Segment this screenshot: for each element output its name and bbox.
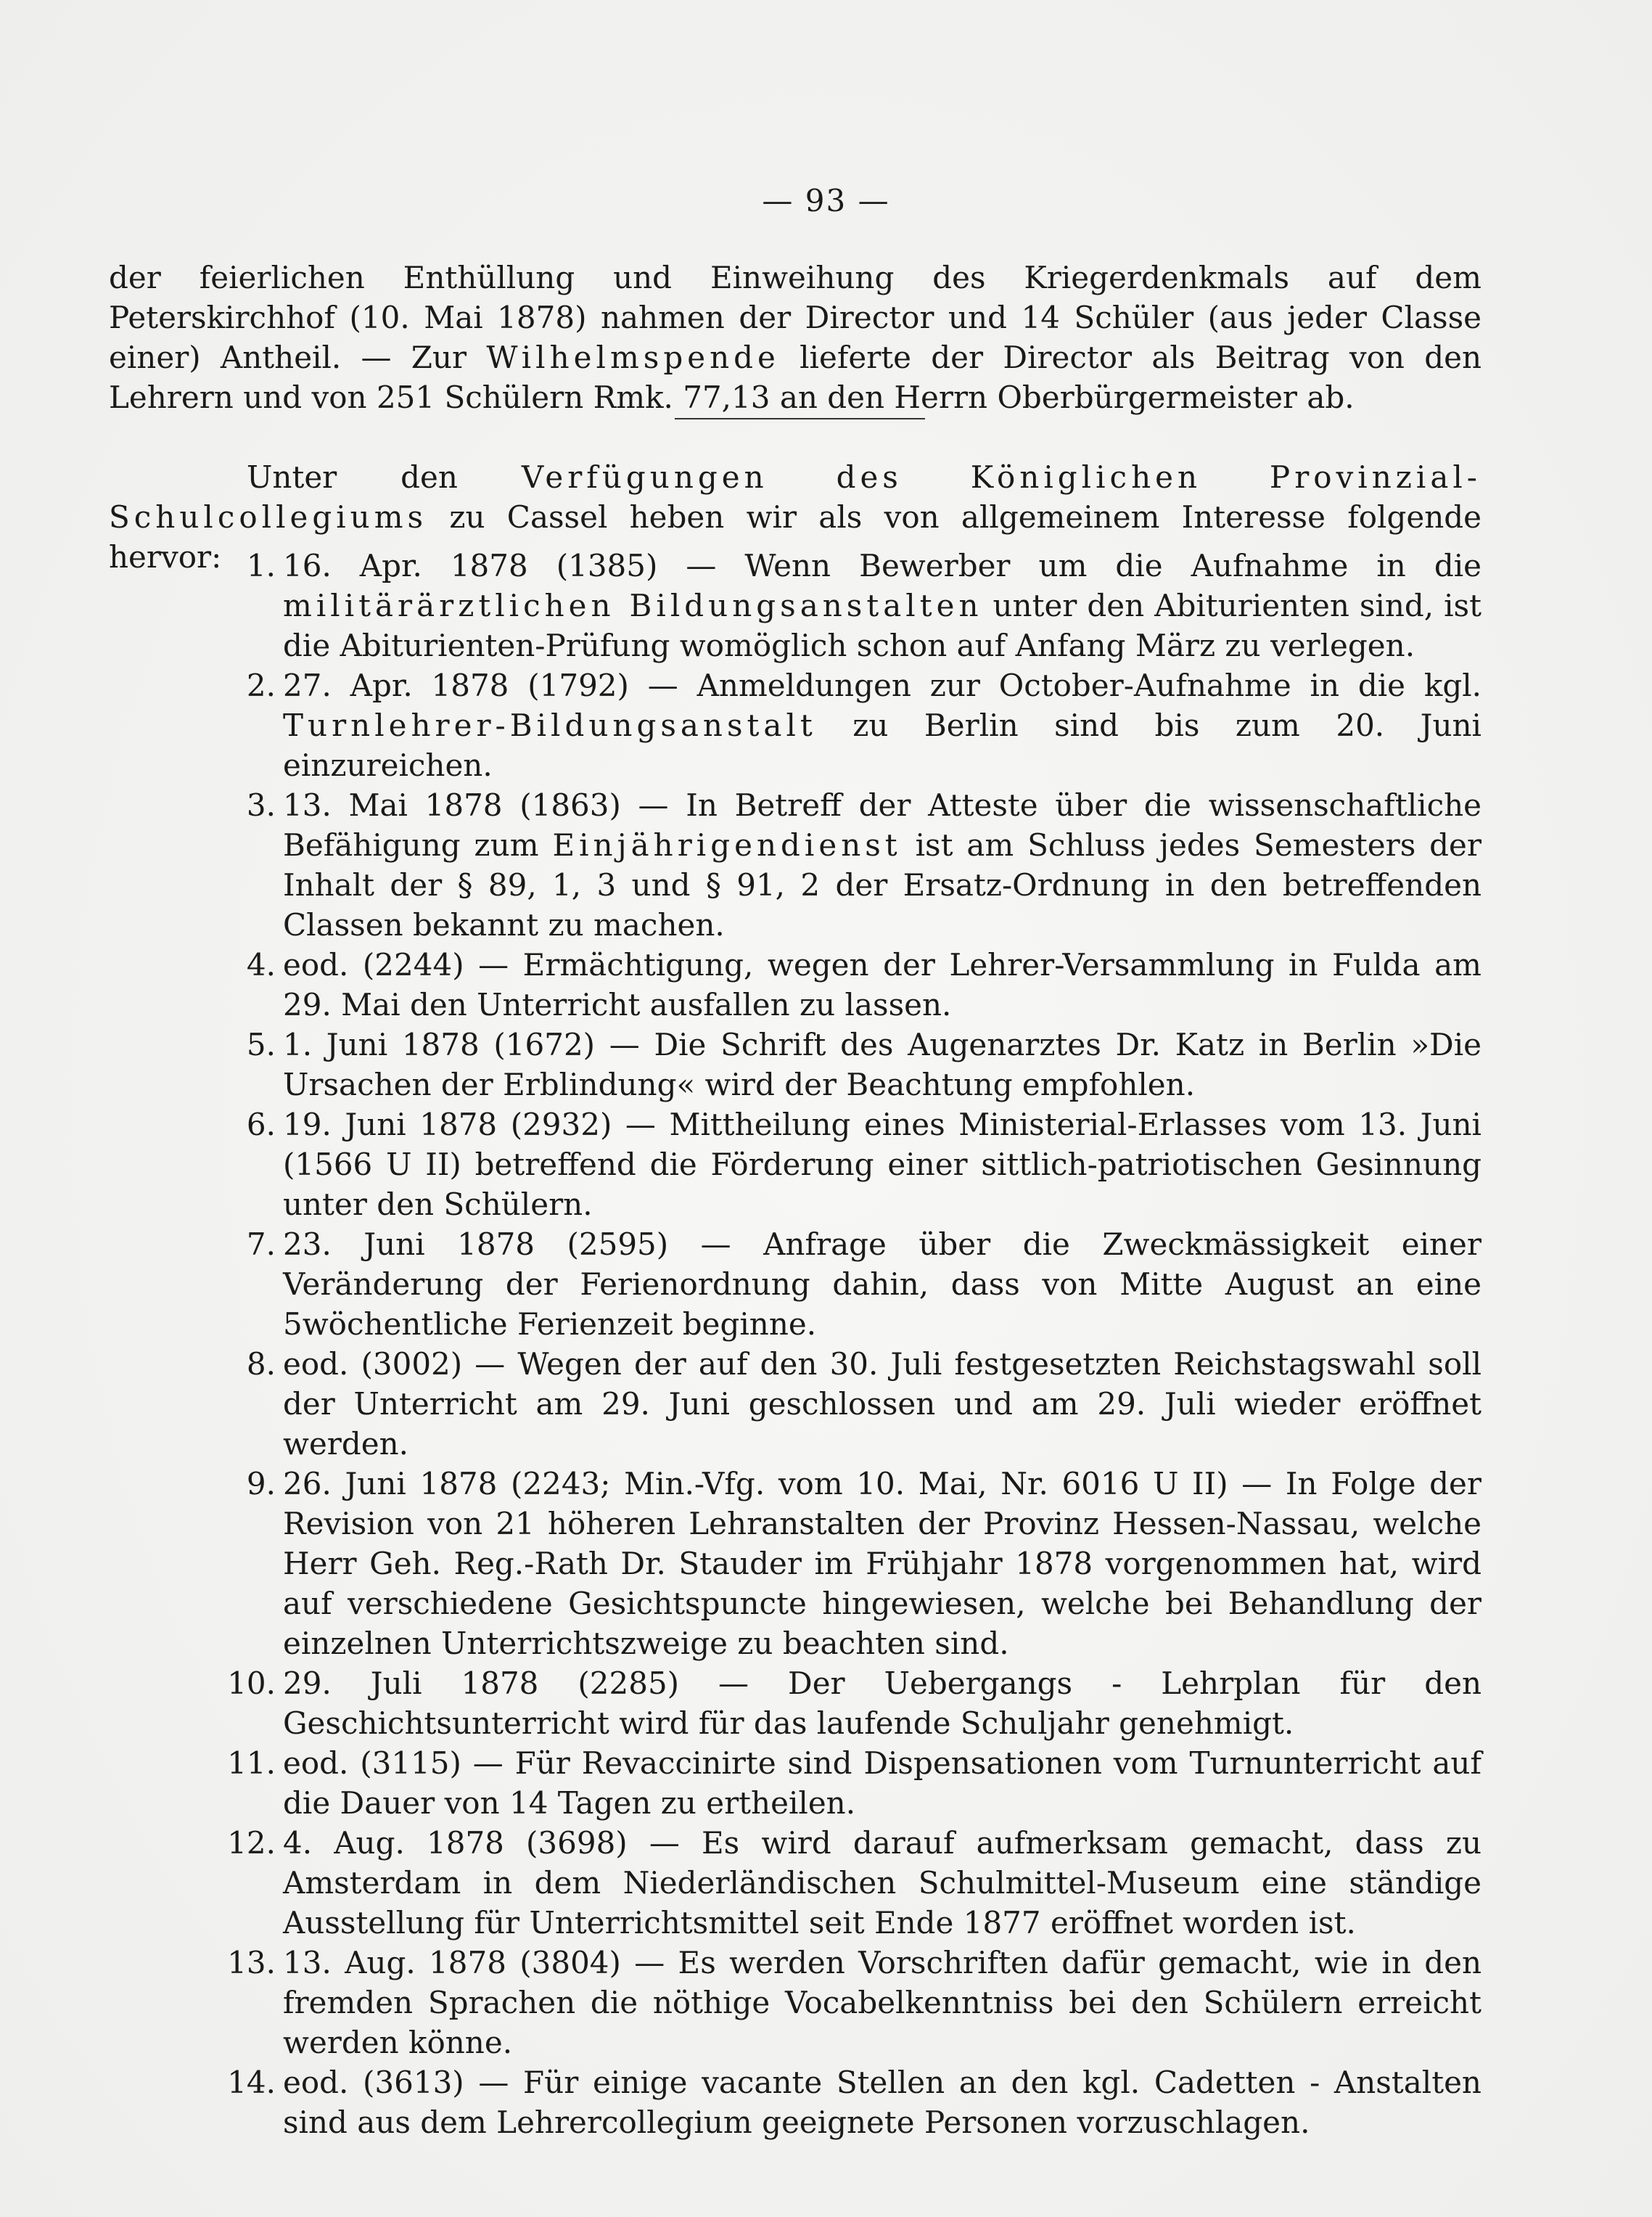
item-number: 14. <box>227 2065 276 2100</box>
item-number: 11. <box>227 1745 276 1781</box>
item-text: 27. Apr. 1878 (1792) — Anmeldungen zur October-Aufnahme in die kgl. <box>283 668 1482 703</box>
list-item <box>109 1025 1482 1105</box>
intro-paragraph <box>109 258 1482 417</box>
item-text-continued: unter den Abiturienten sind, ist die Abiturienten-Prüfung womöglich schon auf Anfang März zu verlegen. <box>283 588 1482 663</box>
item-text: 26. Juni 1878 (2243; Min.-Vfg. vom 10. Mai, Nr. 6016 U II) — In Folge der Revision von 21 höheren Lehranstalten der Provinz Hessen-Nassau, welche Herr Geh. Reg.-Rath Dr. Stauder im Frühjahr 1878 vorgenommen hat, wird auf verschiedene Gesichtspuncte hingewiesen, welche bei Behandlung der einzelnen Unterrichtszweige zu beachten sind. <box>283 1466 1482 1661</box>
item-text: eod. (3115) — Für Revaccinirte sind Dispensationen vom Turnunterricht auf die Dauer von 14 Tagen zu ertheilen. <box>283 1745 1482 1821</box>
decree-list <box>109 546 1482 2142</box>
list-item <box>109 546 1482 665</box>
list-item <box>109 1344 1482 1464</box>
item-text: 1. Juni 1878 (1672) — Die Schrift des Augenarztes Dr. Katz in Berlin »Die Ursachen der Erblindung« wird der Beachtung empfohlen. <box>283 1027 1482 1102</box>
list-item <box>109 1743 1482 1823</box>
page-number: — 93 — <box>762 183 890 218</box>
item-text: 19. Juni 1878 (2932) — Mittheilung eines Ministerial-Erlasses vom 13. Juni (1566 U II) betreffend die Förderung einer sittlich-patriotischen Gesinnung unter den Schülern. <box>283 1107 1482 1222</box>
item-text: 13. Aug. 1878 (3804) — Es werden Vorschriften dafür gemacht, wie in den fremden Sprachen die nöthige Vocabelkenntniss bei den Schülern erreicht werden könne. <box>283 1945 1482 2060</box>
list-item <box>109 1823 1482 1943</box>
decree-intro-text-2: zu Cassel heben wir als von allgemeinem Interesse folgende hervor: <box>109 499 1482 575</box>
list-item <box>109 1224 1482 1344</box>
intro-text-1: der feierlichen Enthüllung und Einweihung des Kriegerdenkmals auf dem Peterskirchhof (10. Mai 1878) nahmen der Director und 14 Schüler (aus jeder Classe einer) Antheil. — Zur <box>109 260 1482 375</box>
item-number: 4. <box>246 947 276 983</box>
list-item <box>109 1464 1482 1663</box>
decree-intro-spaced-term: Verfügungen des Königlichen Provinzial-Schulcollegiums <box>109 459 1482 535</box>
item-number: 6. <box>246 1107 276 1142</box>
item-text: 23. Juni 1878 (2595) — Anfrage über die Zweckmässigkeit einer Veränderung der Ferienordnung dahin, dass von Mitte August an eine 5wöchentliche Ferienzeit beginne. <box>283 1226 1482 1342</box>
item-text: 29. Juli 1878 (2285) — Der Uebergangs - Lehrplan für den Geschichtsunterricht wird für das laufende Schuljahr genehmigt. <box>283 1665 1482 1741</box>
list-item <box>109 1105 1482 1224</box>
item-number: 3. <box>246 787 276 823</box>
item-number: 8. <box>246 1346 276 1382</box>
item-number: 13. <box>227 1945 276 1980</box>
list-item <box>109 785 1482 945</box>
item-number: 5. <box>246 1027 276 1062</box>
item-number: 12. <box>227 1825 276 1861</box>
item-text: eod. (3613) — Für einige vacante Stellen an den kgl. Cadetten - Anstalten sind aus dem Lehrercollegium geeignete Personen vorzuschlagen. <box>283 2065 1482 2140</box>
decree-intro-text-1: Unter den <box>247 459 522 495</box>
intro-text-2: lieferte der Director als Beitrag von den Lehrern und von 251 Schülern Rmk. 77,13 an den Herrn Oberbürgermeister ab. <box>109 340 1482 415</box>
item-number: 7. <box>246 1226 276 1262</box>
item-spaced-term: Turnlehrer-Bildungsanstalt <box>283 708 817 743</box>
item-spaced-term: militärärztlichen Bildungsanstalten <box>283 588 983 623</box>
list-item <box>109 665 1482 785</box>
item-number: 2. <box>246 668 276 703</box>
item-number: 10. <box>227 1665 276 1701</box>
item-text-continued: zu Berlin sind bis zum 20. Juni einzureichen. <box>283 708 1482 783</box>
item-text: 13. Mai 1878 (1863) — In Betreff der Atteste über die wissenschaftliche Befähigung zum <box>283 787 1482 863</box>
item-spaced-term: Einjährigendienst <box>552 827 902 863</box>
list-item <box>109 1663 1482 1743</box>
list-item <box>109 2062 1482 2142</box>
item-text: 4. Aug. 1878 (3698) — Es wird darauf aufmerksam gemacht, dass zu Amsterdam in dem Niederländischen Schulmittel-Museum eine ständige Ausstellung für Unterrichtsmittel seit Ende 1877 eröffnet worden ist. <box>283 1825 1482 1941</box>
intro-spaced-term: Wilhelmspende <box>486 340 780 375</box>
item-text: eod. (3002) — Wegen der auf den 30. Juli festgesetzten Reichstagswahl soll der Unterricht am 29. Juni geschlossen und am 29. Juli wieder eröffnet werden. <box>283 1346 1482 1462</box>
item-text: eod. (2244) — Ermächtigung, wegen der Lehrer-Versammlung in Fulda am 29. Mai den Unterricht ausfallen zu lassen. <box>283 947 1482 1023</box>
list-item <box>109 1943 1482 2062</box>
item-text-continued: ist am Schluss jedes Semesters der Inhalt der § 89, 1, 3 und § 91, 2 der Ersatz-Ordnung in den betreffenden Classen bekannt zu machen. <box>283 827 1482 943</box>
item-number: 9. <box>246 1466 276 1501</box>
item-number: 1. <box>246 548 276 583</box>
section-divider <box>675 418 925 419</box>
list-item <box>109 945 1482 1025</box>
item-text: 16. Apr. 1878 (1385) — Wenn Bewerber um die Aufnahme in die <box>283 548 1482 583</box>
